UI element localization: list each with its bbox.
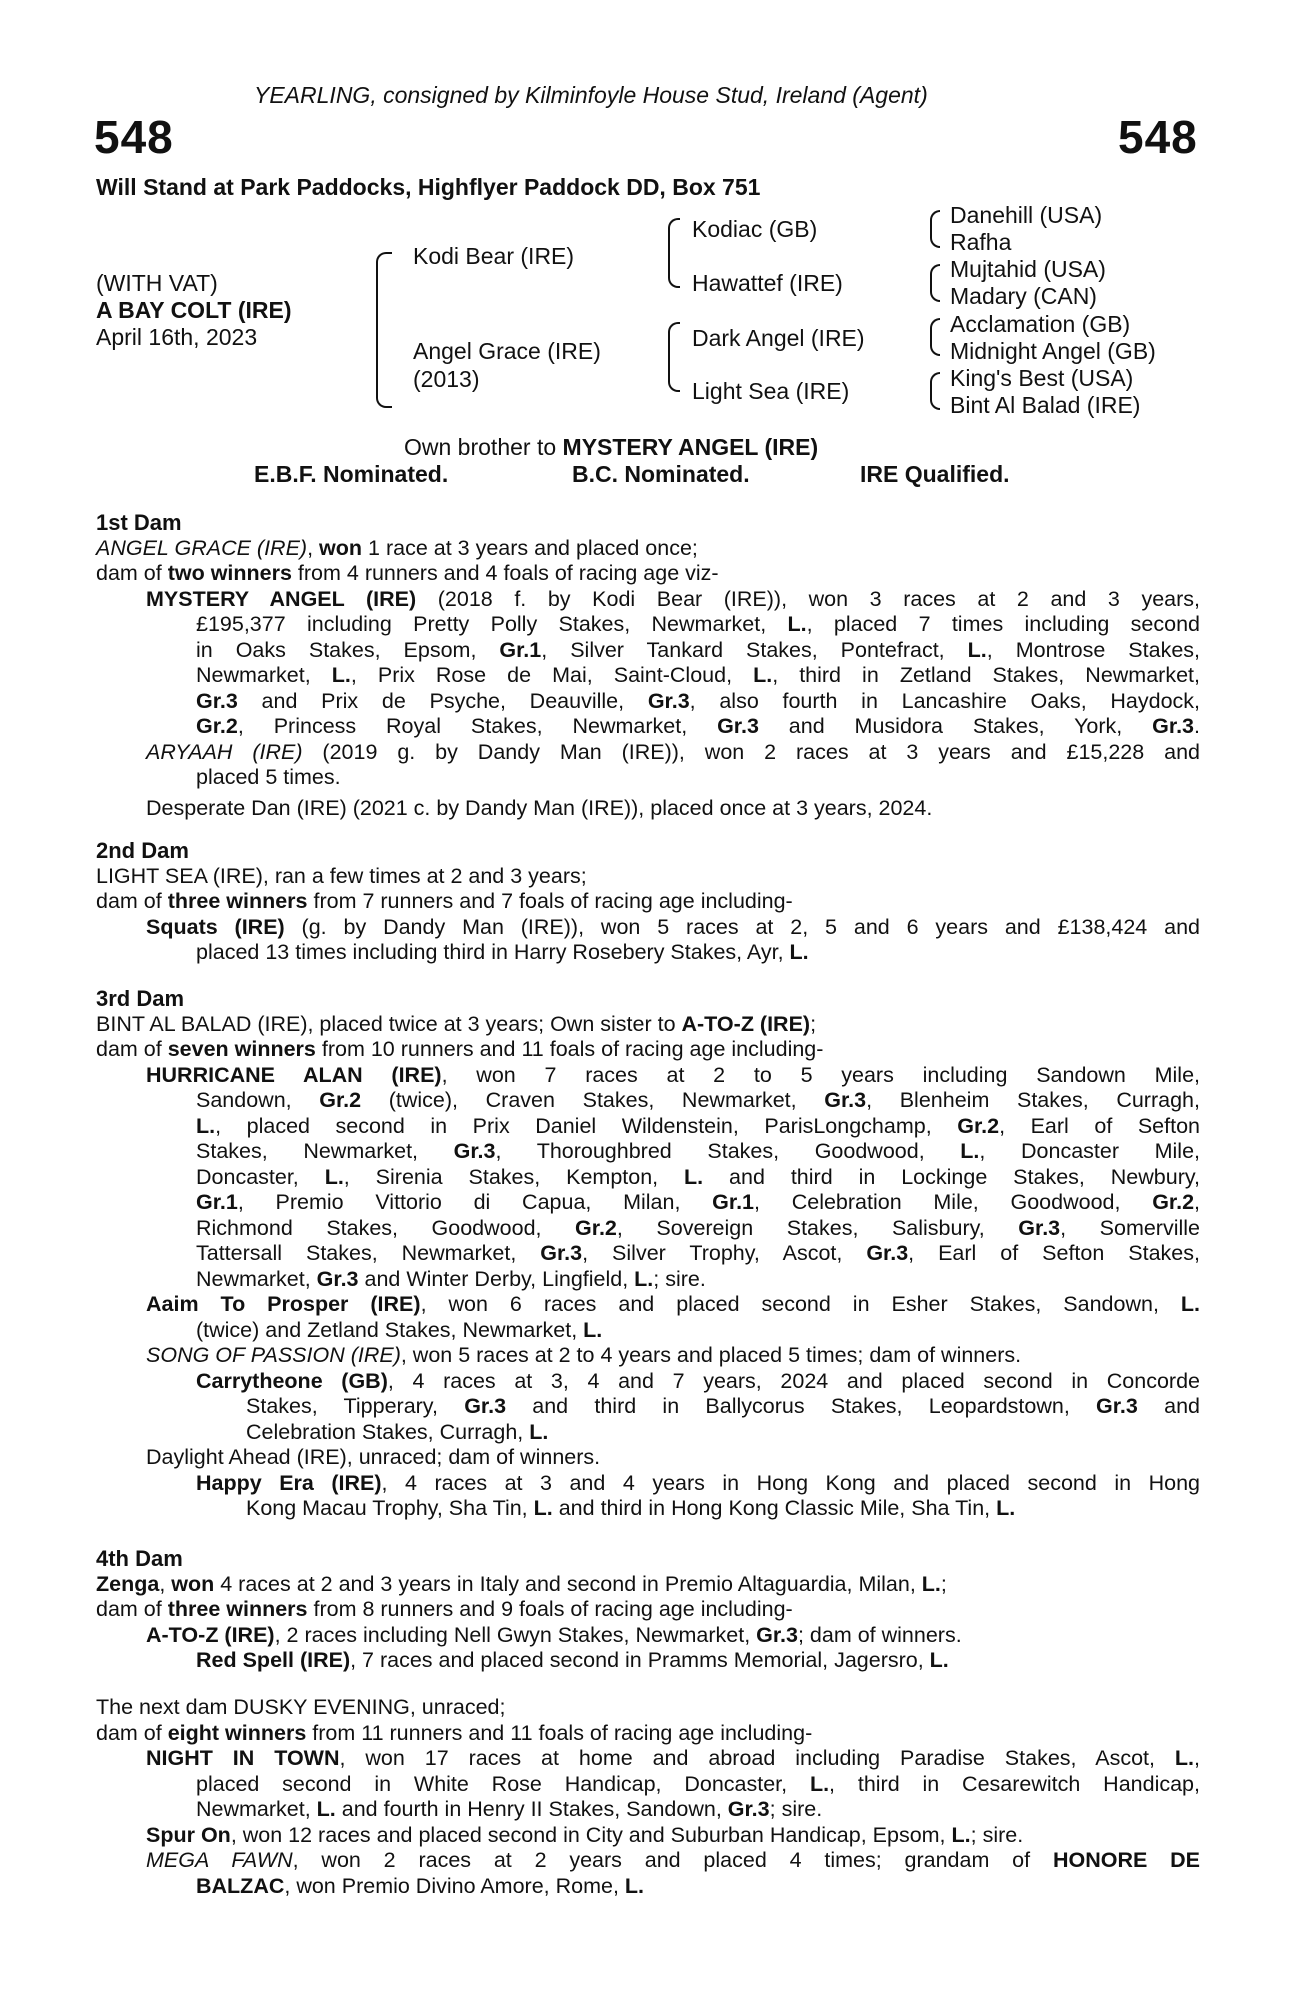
next-dam-line: The next dam DUSKY EVENING, unraced; bbox=[96, 1695, 506, 1719]
ire-note: IRE Qualified. bbox=[860, 461, 1010, 487]
dam-dam: Light Sea (IRE) bbox=[692, 378, 850, 404]
list-item: Happy Era (IRE), 4 races at 3 and 4 years in Hong Kong and placed second in Hong bbox=[196, 1470, 1200, 1495]
fourth-dam-produce: dam of three winners from 8 runners and 9 foals of racing age including- bbox=[96, 1597, 793, 1621]
third-dam-line: BINT AL BALAD (IRE), placed twice at 3 years; Own sister to A-TO-Z (IRE); bbox=[96, 1011, 817, 1036]
list-item-cont: placed second in White Rose Handicap, Doncaster, L., third in Cesarewitch Handicap, bbox=[196, 1771, 1200, 1796]
own-brother-name: MYSTERY ANGEL (IRE) bbox=[562, 434, 819, 460]
stand-location: Will Stand at Park Paddocks, Highflyer Paddock DD, Box 751 bbox=[96, 174, 761, 200]
fourth-dam-section bbox=[96, 1546, 962, 1674]
list-item: A-TO-Z (IRE), 2 races including Nell Gwyn Stakes, Newmarket, Gr.3; dam of winners. bbox=[146, 1622, 962, 1647]
sire-dam: Hawattef (IRE) bbox=[692, 270, 843, 296]
vat-note: (WITH VAT) bbox=[96, 270, 218, 296]
first-dam-produce: dam of two winners from 4 runners and 4 foals of racing age viz- bbox=[96, 561, 719, 585]
list-item-cont: Tattersall Stakes, Newmarket, Gr.3, Silver Trophy, Ascot, Gr.3, Earl of Sefton Stakes, bbox=[196, 1241, 1200, 1265]
horse-name: A BAY COLT (IRE) bbox=[96, 297, 292, 323]
list-item: NIGHT IN TOWN, won 17 races at home and abroad including Paradise Stakes, Ascot, L., bbox=[146, 1746, 1200, 1770]
list-item: Squats (IRE) (g. by Dandy Man (IRE)), won 5 races at 2, 5 and 6 years and £138,424 and bbox=[146, 914, 1200, 939]
third-dam-produce: dam of seven winners from 10 runners and 11 foals of racing age including- bbox=[96, 1037, 824, 1061]
fourth-dam-line: Zenga, won 4 races at 2 and 3 years in Italy and second in Premio Altaguardia, Milan, L.; bbox=[96, 1571, 947, 1596]
fourth-dam-heading: 4th Dam bbox=[96, 1546, 183, 1571]
list-item-cont: Gr.2, Princess Royal Stakes, Newmarket, Gr.3 and Musidora Stakes, York, Gr.3. bbox=[196, 714, 1200, 738]
list-item: HURRICANE ALAN (IRE), won 7 races at 2 to 5 years including Sandown Mile, bbox=[146, 1062, 1200, 1087]
list-item: Red Spell (IRE), 7 races and placed second in Pramms Memorial, Jagersro, L. bbox=[196, 1648, 949, 1672]
list-item-cont: Newmarket, Gr.3 and Winter Derby, Lingfield, L.; sire. bbox=[196, 1266, 706, 1291]
list-item: MYSTERY ANGEL (IRE) (2018 f. by Kodi Bear (IRE)), won 3 races at 2 and 3 years, bbox=[146, 586, 1201, 611]
next-dam-section bbox=[96, 1695, 1200, 1899]
list-item-cont: Newmarket, L., Prix Rose de Mai, Saint-Cloud, L., third in Zetland Stakes, Newmarket, bbox=[196, 663, 1200, 687]
second-dam-produce: dam of three winners from 7 runners and 7 foals of racing age including- bbox=[96, 889, 793, 913]
list-item-cont: BALZAC, won Premio Divino Amore, Rome, L. bbox=[196, 1873, 645, 1898]
list-item-cont: Doncaster, L., Sirenia Stakes, Kempton, L. and third in Lockinge Stakes, Newbury, bbox=[196, 1164, 1200, 1189]
list-item-cont: Gr.1, Premio Vittorio di Capua, Milan, Gr.1, Celebration Mile, Goodwood, Gr.2, bbox=[196, 1190, 1201, 1214]
list-item-cont: placed 13 times including third in Harry Rosebery Stakes, Ayr, L. bbox=[196, 940, 809, 964]
list-item-cont: Kong Macau Trophy, Sha Tin, L. and third in Hong Kong Classic Mile, Sha Tin, L. bbox=[246, 1496, 1016, 1520]
list-item-cont: Richmond Stakes, Goodwood, Gr.2, Sovereign Stakes, Salisbury, Gr.3, Somerville bbox=[196, 1215, 1201, 1240]
list-item-cont: Sandown, Gr.2 (twice), Craven Stakes, Newmarket, Gr.3, Blenheim Stakes, Curragh, bbox=[196, 1088, 1200, 1112]
dam-sire: Dark Angel (IRE) bbox=[692, 325, 865, 351]
brace-sire bbox=[668, 218, 680, 288]
list-item: SONG OF PASSION (IRE), won 5 races at 2 to 4 years and placed 5 times; dam of winners. bbox=[146, 1343, 1022, 1367]
list-item: Desperate Dan (IRE) (2021 c. by Dandy Man (IRE)), placed once at 3 years, 2024. bbox=[146, 795, 933, 820]
brace-dam bbox=[668, 322, 680, 392]
dam: Angel Grace (IRE) bbox=[413, 338, 601, 364]
ancestor-6: Midnight Angel (GB) bbox=[950, 338, 1156, 364]
ancestor-1: Danehill (USA) bbox=[950, 202, 1103, 228]
third-dam-section bbox=[96, 986, 1200, 1522]
ancestor-7: King's Best (USA) bbox=[950, 365, 1134, 391]
list-item-cont: Gr.3 and Prix de Psyche, Deauville, Gr.3, also fourth in Lancashire Oaks, Haydock, bbox=[196, 688, 1200, 713]
list-item-cont: Newmarket, L. and fourth in Henry II Stakes, Sandown, Gr.3; sire. bbox=[196, 1797, 823, 1821]
consignor-line: YEARLING, consigned by Kilminfoyle House Stud, Ireland (Agent) bbox=[254, 82, 928, 108]
first-dam-heading: 1st Dam bbox=[96, 510, 182, 535]
bc-note: B.C. Nominated. bbox=[572, 461, 750, 487]
second-dam-line: LIGHT SEA (IRE), ran a few times at 2 and 3 years; bbox=[96, 863, 587, 888]
list-item: ARYAAH (IRE) (2019 g. by Dandy Man (IRE)), won 2 races at 3 years and £15,228 and bbox=[146, 739, 1200, 764]
ancestor-3: Mujtahid (USA) bbox=[950, 256, 1106, 282]
next-dam-produce: dam of eight winners from 11 runners and 11 foals of racing age including- bbox=[96, 1720, 813, 1745]
brace-g3 bbox=[930, 318, 940, 356]
lot-number-right: 548 bbox=[1118, 111, 1198, 163]
ancestor-5: Acclamation (GB) bbox=[950, 311, 1131, 337]
list-item: Daylight Ahead (IRE), unraced; dam of winners. bbox=[146, 1445, 601, 1469]
brace-g1 bbox=[930, 210, 940, 248]
own-brother-note: Own brother to MYSTERY ANGEL (IRE) bbox=[404, 434, 819, 460]
list-item-cont: Stakes, Tipperary, Gr.3 and third in Ballycorus Stakes, Leopardstown, Gr.3 and bbox=[246, 1394, 1200, 1418]
third-dam-heading: 3rd Dam bbox=[96, 986, 185, 1011]
ancestor-2: Rafha bbox=[950, 229, 1012, 255]
second-dam-heading: 2nd Dam bbox=[96, 838, 189, 863]
brace-g2 bbox=[930, 264, 940, 302]
first-dam-section bbox=[96, 510, 1200, 821]
second-dam-section bbox=[96, 838, 1200, 966]
list-item: Carrytheone (GB), 4 races at 3, 4 and 7 years, 2024 and placed second in Concorde bbox=[196, 1368, 1200, 1393]
ancestor-8: Bint Al Balad (IRE) bbox=[950, 392, 1141, 418]
first-dam-line: ANGEL GRACE (IRE), won 1 race at 3 years and placed once; bbox=[96, 535, 698, 560]
list-item-cont: L., placed second in Prix Daniel Wildenstein, ParisLongchamp, Gr.2, Earl of Sefton bbox=[196, 1113, 1200, 1138]
list-item-cont: in Oaks Stakes, Epsom, Gr.1, Silver Tankard Stakes, Pontefract, L., Montrose Stakes, bbox=[196, 637, 1200, 662]
lot-number-left: 548 bbox=[94, 111, 174, 163]
dam-year: (2013) bbox=[413, 366, 480, 392]
sire: Kodi Bear (IRE) bbox=[413, 243, 575, 269]
brace-main bbox=[376, 252, 392, 408]
ebf-note: E.B.F. Nominated. bbox=[254, 461, 449, 487]
list-item-cont: (twice) and Zetland Stakes, Newmarket, L. bbox=[196, 1317, 603, 1342]
list-item-cont: placed 5 times. bbox=[196, 765, 341, 789]
list-item-cont: Celebration Stakes, Curragh, L. bbox=[246, 1419, 549, 1444]
ancestor-4: Madary (CAN) bbox=[950, 283, 1097, 309]
sire-sire: Kodiac (GB) bbox=[692, 216, 818, 242]
brace-g4 bbox=[930, 372, 940, 410]
list-item: Aaim To Prosper (IRE), won 6 races and placed second in Esher Stakes, Sandown, L. bbox=[146, 1292, 1200, 1316]
horse-dob: April 16th, 2023 bbox=[96, 324, 258, 350]
list-item-cont: Stakes, Newmarket, Gr.3, Thoroughbred Stakes, Goodwood, L., Doncaster Mile, bbox=[196, 1139, 1201, 1163]
list-item-cont: £195,377 including Pretty Polly Stakes, Newmarket, L., placed 7 times including second bbox=[196, 612, 1200, 636]
list-item: MEGA FAWN, won 2 races at 2 years and placed 4 times; grandam of HONORE DE bbox=[146, 1848, 1200, 1872]
list-item: Spur On, won 12 races and placed second in City and Suburban Handicap, Epsom, L.; sire. bbox=[146, 1822, 1024, 1847]
